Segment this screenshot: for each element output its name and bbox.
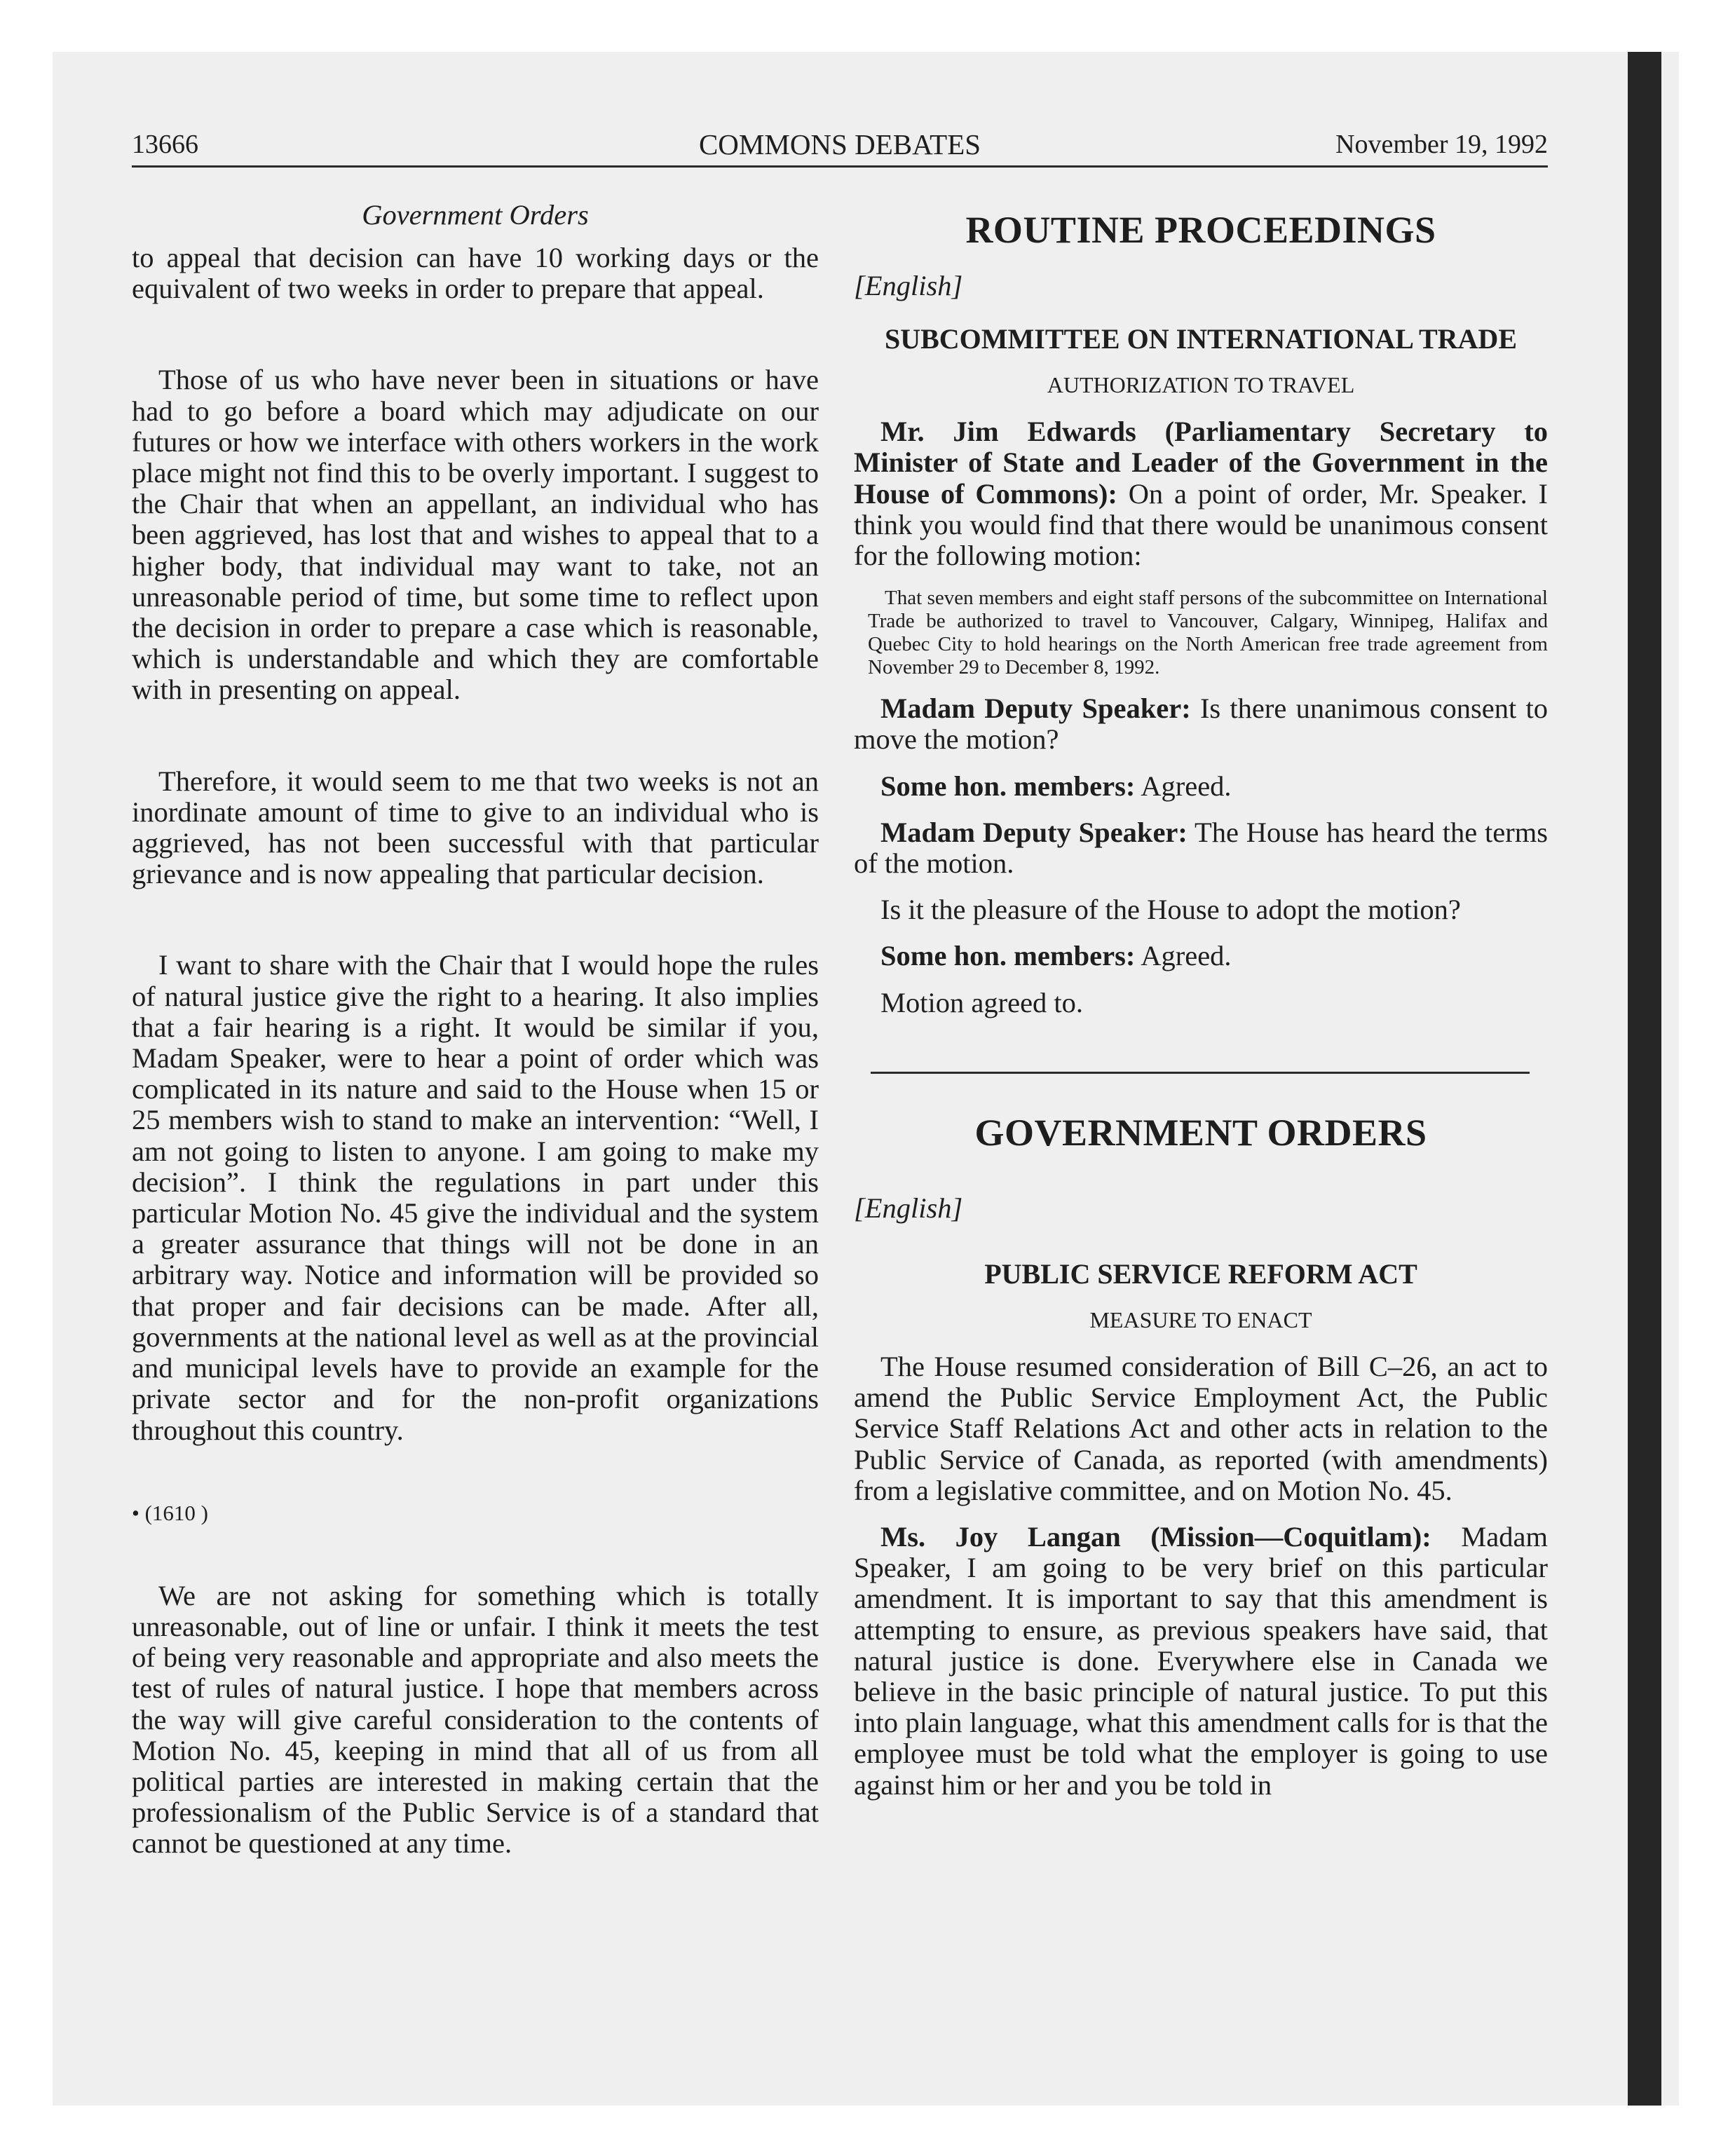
speech-members — [854, 941, 1548, 971]
paragraph: Therefore, it would seem to me that two weeks is not an inordinate amount of time to give to an individual who is aggrieved, has not been successful with that particular grievance and is now appealing that particular decision. — [132, 765, 819, 890]
speech-text: Madam Speaker, I am going to be very brief on this particular amendment. It is important to say that this amendment is attempting to ensure, as previous speakers have said, that natural justice is done. Everywhere else in Canada we believe in the basic principle of natural justice. To put this into plain language, what this amendment calls for is that the employee must be told what the employer is going to use against him or her and you be told in — [854, 1521, 1549, 1801]
motion-text: That seven members and eight staff persons of the subcommittee on International Trade be authorized to travel to Vancouver, Calgary, Winnipeg, Halifax and Quebec City to hold hearings on the North American free trade agreement from November 29 to December 8, 1992. — [868, 587, 1548, 679]
speech-deputy-speaker — [854, 817, 1548, 879]
speech-text: Is there unanimous consent to move the motion? — [854, 692, 1549, 756]
paragraph: Is it the pleasure of the House to adopt the motion? — [880, 894, 1461, 926]
speaker-name: Madam Deputy Speaker: — [880, 692, 1191, 725]
speech-text: The House has heard the terms of the motion. — [854, 816, 1548, 880]
paragraph: The House resumed consideration of Bill C–26, an act to amend the Public Service Employment Act, the Public Service Staff Relations Act and other acts in relation to the Public Service of Canada, as reported (with amendments) from a legislative committee, and on Motion No. 45. — [854, 1351, 1548, 1506]
paragraph: Motion agreed to. — [880, 986, 1084, 1018]
left-column — [132, 198, 819, 1860]
speech-edwards — [854, 416, 1548, 571]
issue-date: November 19, 1992 — [1335, 130, 1548, 159]
right-column — [854, 198, 1548, 1801]
measure-subheading: MEASURE TO ENACT — [1089, 1307, 1312, 1333]
paragraph: We are not asking for something which is totally unreasonable, out of line or unfair. I think it meets the test of being very reasonable and appropriate and also meets the test of rules of natural justice. I hope that members across the way will give careful consideration to the contents of Motion No. 45, keeping in mind that all of us from all political parties are interested in making certain that the professionalism of the Public Service is of a standard that cannot be questioned at any time. — [132, 1579, 819, 1860]
speech-langan — [854, 1522, 1548, 1801]
header-rule — [132, 165, 1548, 168]
speaker-name: Some hon. members: — [880, 770, 1136, 802]
speaker-name: Mr. Jim Edwards (Parliamentary Secretary to Minister of State and Leader of the Government in the House of Commons): — [854, 416, 1548, 510]
motion-quote — [854, 587, 1548, 679]
speaker-name: Some hon. members: — [880, 940, 1136, 972]
speech-text: Agreed. — [1141, 940, 1232, 972]
running-header — [132, 125, 1548, 164]
paragraph: to appeal that decision can have 10 working days or the equivalent of two weeks in order to prepare that appeal. — [132, 242, 819, 305]
scan-edge — [1628, 52, 1661, 2106]
speech-text: Agreed. — [1141, 770, 1232, 802]
language-tag: [English] — [854, 270, 963, 301]
time-marker: • (1610 ) — [132, 1500, 208, 1525]
paragraph: Those of us who have never been in situations or have had to go before a board which may adjudicate on our futures or how we interface with others workers in the work place might not find this to be overly important. I suggest to the Chair that when an appellant, an individual who has been aggrieved, has lost that and wishes to appeal that to a higher body, that individual may want to take, not an unreasonable period of time, but some time to reflect upon the decision in order to prepare a case which is reasonable, which is understandable and which they are comfortable with in presenting on appeal. — [132, 364, 819, 706]
speaker-name: Ms. Joy Langan (Mission—Coquitlam): — [880, 1521, 1431, 1553]
speech-text: On a point of order, Mr. Speaker. I think you would find that there would be unanimous consent for the following motion: — [854, 477, 1549, 572]
speech-members — [854, 771, 1548, 802]
section-title: Government Orders — [362, 199, 589, 231]
journal-title: COMMONS DEBATES — [698, 128, 981, 161]
speech-deputy-speaker — [854, 693, 1548, 755]
subcommittee-heading: SUBCOMMITTEE ON INTERNATIONAL TRADE — [884, 323, 1517, 355]
authorization-subheading: AUTHORIZATION TO TRAVEL — [1047, 372, 1355, 398]
act-heading: PUBLIC SERVICE REFORM ACT — [984, 1258, 1417, 1290]
page-number: 13666 — [132, 130, 198, 159]
routine-proceedings-heading: ROUTINE PROCEEDINGS — [965, 209, 1436, 251]
paragraph: I want to share with the Chair that I would hope the rules of natural justice give the right to a hearing. It also implies that a fair hearing is a right. It would be similar if you, Madam Speaker, were to hear a point of order which was complicated in its nature and said to the House when 15 or 25 members wish to stand to make an intervention: “Well, I am not going to listen to anyone. I am going to make my decision”. I think the regulations in part under this particular Motion No. 45 give the individual and the system a greater assurance that things will not be done in an arbitrary way. Notice and information will be provided so that proper and fair decisions can be made. After all, governments at the national level as well as at the provincial and municipal levels have to provide an example for the private sector and for the non-profit organizations throughout this country. — [132, 949, 819, 1446]
government-orders-heading: GOVERNMENT ORDERS — [974, 1111, 1427, 1154]
language-tag: [English] — [854, 1192, 963, 1224]
speaker-name: Madam Deputy Speaker: — [880, 816, 1188, 848]
section-divider — [871, 1072, 1530, 1074]
